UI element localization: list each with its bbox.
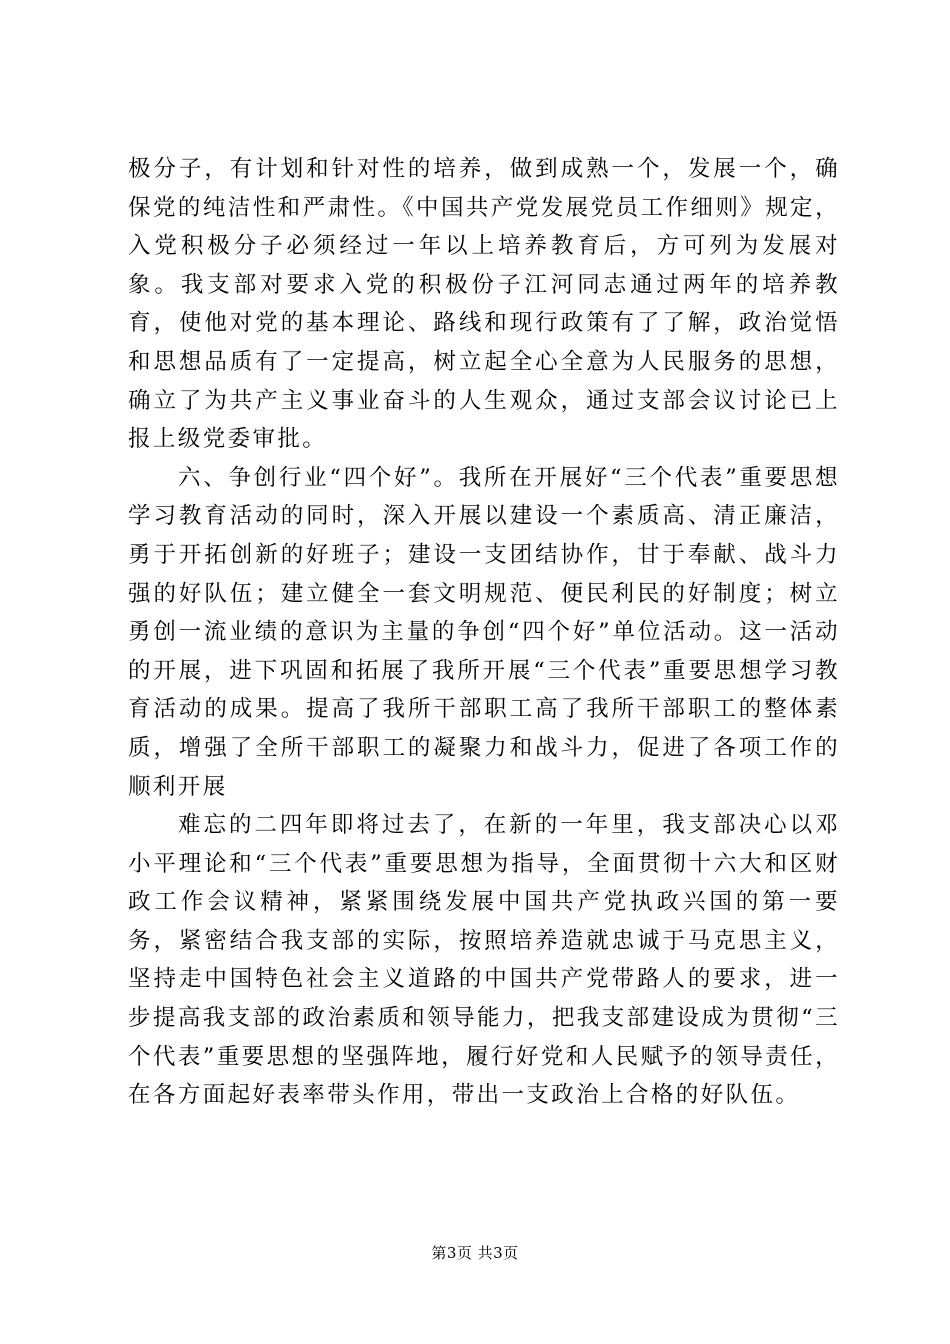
paragraph-party-member-development: 极分子，有计划和针对性的培养，做到成熟一个，发展一个，确保党的纯洁性和严肃性。《中国共产党发展党员工作细则》规定，入党积极分子必须经过一年以上培养教育后，方可列为发展对象。我支部对要求入党的积极份子江河同志通过两年的培养教育，使他对党的基本理论、路线和现行政策有了了解，政治觉悟和思想品质有了一定提高，树立起全心全意为人民服务的思想，确立了为共产主义事业奋斗的人生观众，通过支部会议讨论已上报上级党委审批。 xyxy=(128,156,840,453)
paragraph-new-year-resolution: 难忘的二四年即将过去了，在新的一年里，我支部决心以邓小平理论和“三个代表”重要思想为指导，全面贯彻十六大和区财政工作会议精神，紧紧围绕发展中国共产党执政兴国的第一要务，紧密结合我支部的实际，按照培养造就忠诚于马克思主义，坚持走中国特色社会主义道路的中国共产党带路人的要求，进一步提高我支部的政治素质和领导能力，把我支部建设成为贯彻“三个代表”重要思想的坚强阵地，履行好党和人民赋予的领导责任，在各方面起好表率带头作用，带出一支政治上合格的好队伍。 xyxy=(128,812,840,1109)
page-footer: 第3页 共3页 xyxy=(431,1244,519,1262)
paragraph-four-goods-campaign: 六、争创行业“四个好”。我所在开展好“三个代表”重要思想学习教育活动的同时，深入开展以建设一个素质高、清正廉洁，勇于开拓创新的好班子；建设一支团结协作，甘于奉献、战斗力强的好队伍；建立健全一套文明规范、便民利民的好制度；树立勇创一流业绩的意识为主量的争创“四个好”单位活动。这一活动的开展，进下巩固和拓展了我所开展“三个代表”重要思想学习教育活动的成果。提高了我所干部职工高了我所干部职工的整体素质，增强了全所干部职工的凝聚力和战斗力，促进了各项工作的顺利开展 xyxy=(128,464,840,800)
document-body xyxy=(128,150,840,1115)
